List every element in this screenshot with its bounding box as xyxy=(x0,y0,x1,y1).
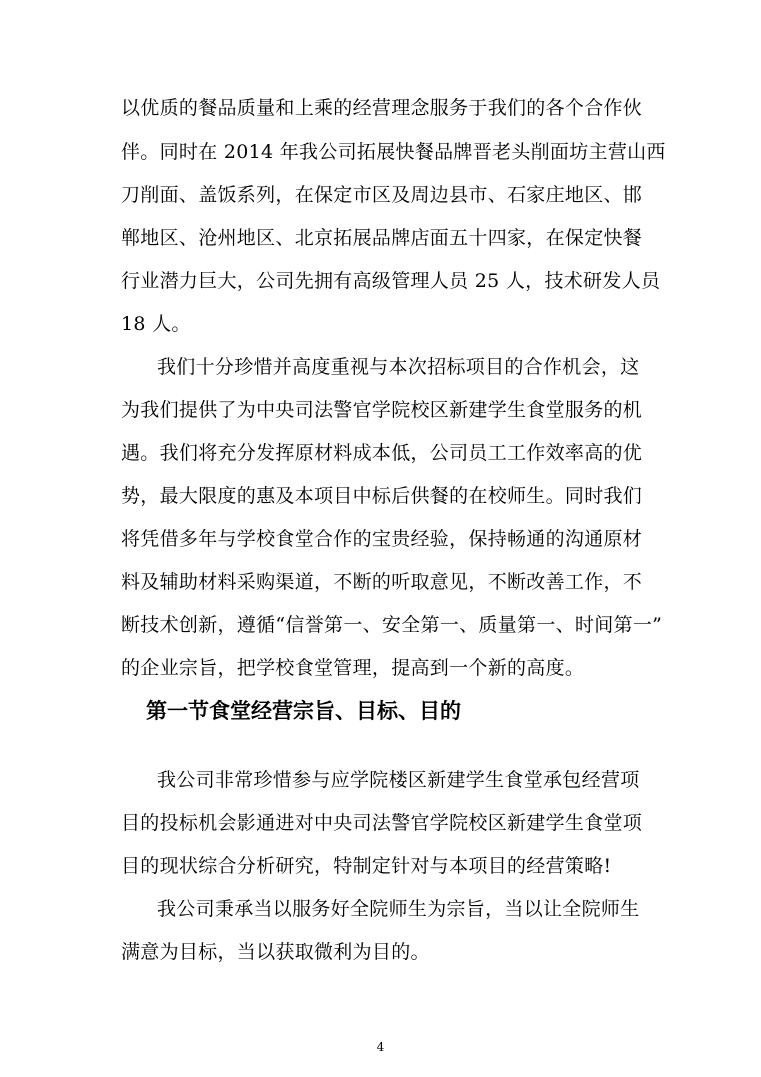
paragraph-line: 我们十分珍惜并高度重视与本次招标项目的合作机会，这 xyxy=(157,356,640,378)
paragraph-line: 行业潜力巨大，公司先拥有高级管理人员 25 人，技术研发人员 xyxy=(121,270,661,292)
paragraph-line: 18 人。 xyxy=(121,313,191,335)
paragraph-line: 料及辅助材料采购渠道，不断的听取意见，不断改善工作，不 xyxy=(121,571,643,593)
paragraph-line: 为我们提供了为中央司法警官学院校区新建学生食堂服务的机 xyxy=(121,399,643,421)
paragraph-line: 遇。我们将充分发挥原材料成本低，公司员工工作效率高的优 xyxy=(121,442,643,464)
paragraph-line: 目的现状综合分析研究，特制定针对与本项目的经营策略! xyxy=(121,855,612,877)
paragraph-line: 我公司秉承当以服务好全院师生为宗旨，当以让全院师生 xyxy=(157,898,640,920)
paragraph-line: 我公司非常珍惜参与应学院楼区新建学生食堂承包经营项 xyxy=(157,769,640,791)
paragraph-line: 势，最大限度的惠及本项目中标后供餐的在校师生。同时我们 xyxy=(121,485,643,507)
paragraph-line: 刀削面、盖饭系列，在保定市区及周边县市、石家庄地区、邯 xyxy=(121,184,643,206)
paragraph-line: 断技术创新，遵循“信誉第一、安全第一、质量第一、时间第一” xyxy=(121,614,663,636)
page-number: 4 xyxy=(376,1040,385,1054)
paragraph-line: 目的投标机会影通进对中央司法警官学院校区新建学生食堂项 xyxy=(121,812,643,834)
paragraph-line: 郸地区、沧州地区、北京拓展品牌店面五十四家，在保定快餐 xyxy=(121,227,643,249)
section-heading: 第一节食堂经营宗旨、目标、目的 xyxy=(146,699,461,723)
paragraph-line: 将凭借多年与学校食堂合作的宝贵经验，保持畅通的沟通原材 xyxy=(121,528,643,550)
paragraph-line: 满意为目标，当以获取微利为目的。 xyxy=(121,941,430,963)
paragraph-line: 伴。同时在 2014 年我公司拓展快餐品牌晋老头削面坊主营山西 xyxy=(121,141,666,163)
paragraph-line: 以优质的餐品质量和上乘的经营理念服务于我们的各个合作伙 xyxy=(121,97,643,119)
paragraph-line: 的企业宗旨，把学校食堂管理，提高到一个新的高度。 xyxy=(121,657,585,679)
